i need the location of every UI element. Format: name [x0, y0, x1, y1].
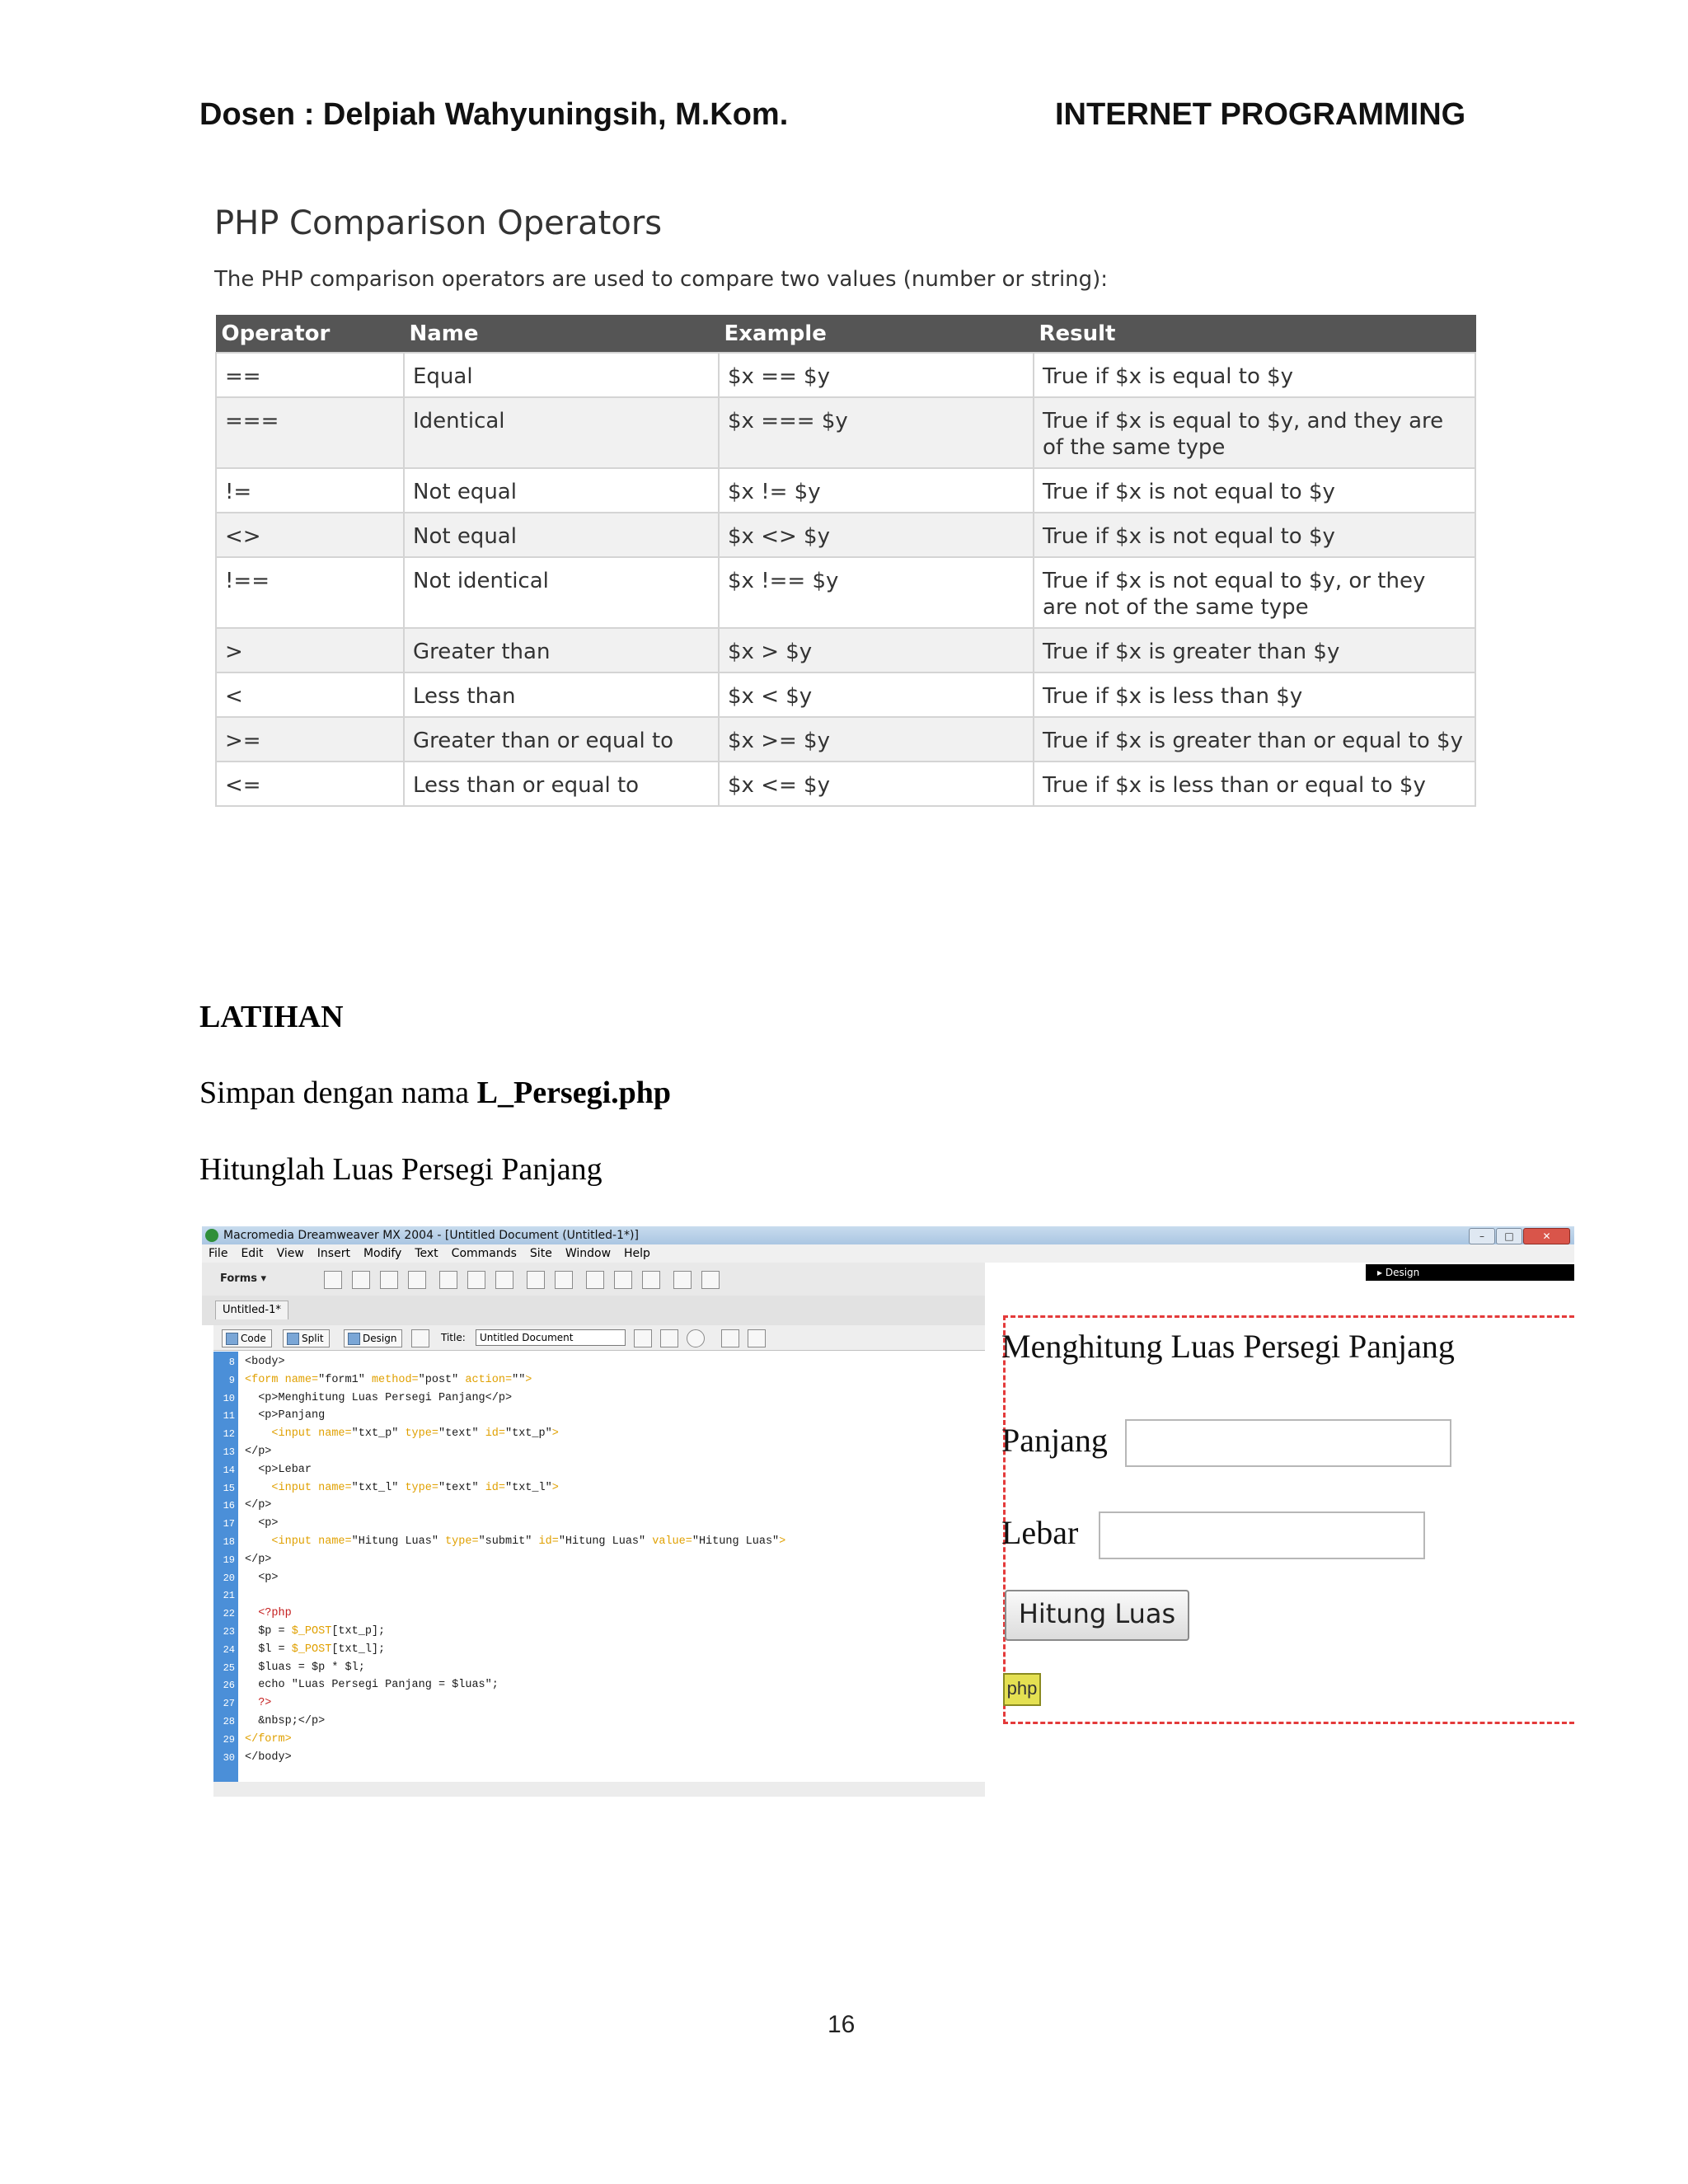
table-row — [216, 717, 1475, 762]
code-token: id= — [485, 1427, 505, 1441]
code-line — [213, 1371, 985, 1390]
simpan-filename: L_Persegi.php — [476, 1076, 672, 1110]
code-line — [213, 1479, 985, 1497]
table-cell: $x > $y — [719, 628, 1034, 673]
code-token: </p> — [245, 1446, 272, 1458]
code-token: "text" — [438, 1481, 485, 1494]
code-line — [213, 1353, 985, 1371]
code-token: ?> — [245, 1697, 272, 1710]
line-number: 14 — [223, 1464, 235, 1476]
table-cell: < — [216, 673, 404, 717]
table-cell: $x >= $y — [719, 717, 1034, 762]
table-cell: > — [216, 628, 404, 673]
line-number: 26 — [223, 1680, 235, 1692]
menu-bar — [202, 1244, 1574, 1263]
table-row — [216, 468, 1475, 513]
code-token: </p> — [245, 1499, 272, 1512]
code-text — [245, 1641, 385, 1659]
code-token: <p>Panjang — [245, 1409, 326, 1422]
design-heading: Menghitung Luas Persegi Panjang — [1001, 1328, 1455, 1365]
table-cell: True if $x is greater than $y — [1034, 628, 1475, 673]
menu-item-edit[interactable]: Edit — [241, 1247, 264, 1260]
code-line — [213, 1694, 985, 1713]
table-cell: != — [216, 468, 404, 513]
table-cell: Not equal — [404, 513, 719, 557]
code-token: $luas = $p * $l; — [245, 1661, 365, 1674]
code-token: > — [525, 1373, 532, 1386]
textfield-tool-icon[interactable] — [352, 1271, 370, 1289]
operators-table — [215, 315, 1476, 807]
code-token: method= — [371, 1373, 419, 1386]
code-token: > — [779, 1535, 786, 1548]
code-text — [245, 1731, 292, 1749]
line-number: 23 — [223, 1626, 235, 1638]
code-line — [213, 1533, 985, 1551]
simpan-text — [199, 1075, 671, 1111]
code-text — [245, 1353, 285, 1371]
code-token: [txt_l]; — [331, 1643, 386, 1656]
design-panel-header: ▸ Design — [1366, 1264, 1574, 1281]
code-text — [245, 1569, 279, 1587]
window-title: Macromedia Dreamweaver MX 2004 - [Untitled Document (Untitled-1*)] — [223, 1229, 639, 1242]
simpan-prefix: Simpan dengan nama — [199, 1076, 477, 1110]
line-number: 28 — [223, 1716, 235, 1727]
table-cell: Greater than — [404, 628, 719, 673]
table-cell: <= — [216, 762, 404, 806]
title-input[interactable]: Untitled Document — [476, 1329, 626, 1346]
code-line — [213, 1515, 985, 1533]
code-token: action= — [465, 1373, 513, 1386]
maximize-icon[interactable]: □ — [1496, 1228, 1522, 1244]
code-token: id= — [538, 1535, 559, 1548]
table-cell: True if $x is not equal to $y — [1034, 468, 1475, 513]
line-number: 27 — [223, 1698, 235, 1710]
line-number: 20 — [223, 1572, 235, 1584]
line-number: 15 — [223, 1482, 235, 1494]
document-toolbar — [213, 1325, 985, 1351]
image-field-icon[interactable] — [586, 1271, 604, 1289]
code-text — [245, 1551, 271, 1569]
split-view-button[interactable]: Split — [283, 1329, 330, 1347]
code-token: "form1" — [318, 1373, 372, 1386]
code-token: <?php — [245, 1607, 292, 1620]
code-token: type= — [445, 1535, 479, 1548]
file-field-icon[interactable] — [614, 1271, 632, 1289]
table-cell: Less than — [404, 673, 719, 717]
code-token: <p> — [245, 1517, 279, 1530]
code-token: name= — [284, 1373, 319, 1386]
checkbox-tool-icon[interactable] — [439, 1271, 457, 1289]
lebar-input[interactable] — [1099, 1511, 1425, 1559]
operators-description: The PHP comparison operators are used to compare two values (number or string): — [214, 267, 1109, 292]
hitung-luas-button[interactable]: Hitung Luas — [1005, 1590, 1189, 1641]
table-cell: $x == $y — [719, 353, 1034, 397]
table-cell: True if $x is equal to $y — [1034, 353, 1475, 397]
code-token: <p> — [245, 1571, 279, 1584]
code-view[interactable] — [213, 1352, 985, 1782]
design-view — [987, 1281, 1574, 1797]
code-token: "txt_l" — [505, 1481, 552, 1494]
code-token: <input — [245, 1481, 319, 1494]
code-token: "Hitung Luas" — [558, 1535, 653, 1548]
code-token: "txt_p" — [505, 1427, 552, 1441]
code-text — [245, 1713, 325, 1731]
latihan-heading: LATIHAN — [199, 1000, 344, 1034]
table-cell: $x <= $y — [719, 762, 1034, 806]
code-text — [245, 1676, 499, 1694]
line-number: 30 — [223, 1751, 235, 1764]
table-cell: == — [216, 353, 404, 397]
table-cell: Not identical — [404, 557, 719, 628]
code-token: &nbsp;</p> — [245, 1715, 326, 1727]
code-line — [213, 1605, 985, 1623]
forms-dropdown[interactable]: Forms ▾ — [220, 1272, 267, 1285]
line-number: 22 — [223, 1608, 235, 1620]
code-token: > — [551, 1427, 559, 1441]
column-header: Operator — [216, 316, 404, 354]
code-token: $p = — [245, 1625, 292, 1638]
code-line — [213, 1676, 985, 1694]
code-text — [245, 1443, 271, 1461]
code-token: "Hitung Luas" — [351, 1535, 446, 1548]
code-text — [245, 1623, 385, 1641]
operators-title: PHP Comparison Operators — [214, 204, 663, 242]
code-token: name= — [318, 1427, 352, 1441]
code-scrollbar[interactable] — [213, 1782, 985, 1797]
menu-item-file[interactable]: File — [209, 1247, 228, 1260]
document-tab[interactable]: Untitled-1* — [215, 1301, 288, 1319]
insert-toolbar — [202, 1263, 985, 1296]
view-options-icon[interactable] — [748, 1329, 766, 1347]
table-row — [216, 353, 1475, 397]
code-line — [213, 1551, 985, 1569]
line-number: 11 — [223, 1410, 235, 1422]
code-line — [213, 1461, 985, 1479]
list-menu-icon[interactable] — [527, 1271, 545, 1289]
code-token: </form> — [245, 1732, 292, 1746]
code-token: </body> — [245, 1750, 292, 1764]
document-tab-area — [202, 1296, 985, 1325]
table-cell: Equal — [404, 353, 719, 397]
table-cell: === — [216, 397, 404, 468]
code-token: "Hitung Luas" — [692, 1535, 780, 1548]
code-line — [213, 1407, 985, 1425]
design-view-button[interactable]: Design — [344, 1329, 402, 1347]
radio-group-icon[interactable] — [495, 1271, 513, 1289]
code-token: "" — [512, 1373, 526, 1386]
fieldset-tool-icon[interactable] — [701, 1271, 720, 1289]
code-line — [213, 1641, 985, 1659]
table-cell: <> — [216, 513, 404, 557]
course-header: INTERNET PROGRAMMING — [1055, 97, 1466, 132]
code-text — [245, 1371, 532, 1390]
code-token: name= — [318, 1535, 352, 1548]
code-text — [245, 1497, 271, 1515]
table-cell: True if $x is not equal to $y — [1034, 513, 1475, 557]
table-cell: True if $x is less than $y — [1034, 673, 1475, 717]
author-header: Dosen : Delpiah Wahyuningsih, M.Kom. — [199, 97, 789, 132]
code-token: $l = — [245, 1643, 292, 1656]
table-cell: $x <> $y — [719, 513, 1034, 557]
window-titlebar — [202, 1226, 1574, 1244]
table-cell: True if $x is greater than or equal to $y — [1034, 717, 1475, 762]
code-token: "txt_l" — [351, 1481, 406, 1494]
table-row — [216, 628, 1475, 673]
lebar-label: Lebar — [1001, 1514, 1079, 1551]
column-header: Name — [404, 316, 719, 354]
code-view-button[interactable]: Code — [222, 1329, 272, 1347]
table-cell: !== — [216, 557, 404, 628]
title-label: Title: — [441, 1332, 466, 1343]
code-text — [245, 1407, 325, 1425]
code-line — [213, 1569, 985, 1587]
menu-item-modify[interactable]: Modify — [363, 1247, 402, 1260]
line-number: 17 — [223, 1518, 235, 1530]
code-line — [213, 1390, 985, 1408]
code-token: <p>Lebar — [245, 1463, 312, 1476]
table-cell: Not equal — [404, 468, 719, 513]
column-header: Example — [719, 316, 1034, 354]
close-icon[interactable]: ✕ — [1523, 1228, 1570, 1244]
line-number: 29 — [223, 1733, 235, 1746]
page-number: 16 — [828, 2011, 856, 2038]
design-icon — [348, 1333, 360, 1345]
table-cell: True if $x is less than or equal to $y — [1034, 762, 1475, 806]
code-text — [245, 1390, 512, 1408]
table-cell: Less than or equal to — [404, 762, 719, 806]
code-line — [213, 1425, 985, 1443]
code-line — [213, 1623, 985, 1641]
menu-item-window[interactable]: Window — [565, 1247, 612, 1260]
table-cell: $x === $y — [719, 397, 1034, 468]
dreamweaver-window — [202, 1226, 1574, 1797]
menu-item-help[interactable]: Help — [624, 1247, 650, 1260]
instruction-text: Hitunglah Luas Persegi Panjang — [199, 1152, 603, 1187]
menu-item-view[interactable]: View — [276, 1247, 304, 1260]
form-tool-icon[interactable] — [324, 1271, 342, 1289]
code-token: > — [551, 1481, 559, 1494]
code-token: "text" — [438, 1427, 485, 1441]
panjang-input[interactable] — [1125, 1419, 1451, 1467]
code-token: id= — [485, 1481, 505, 1494]
line-number: 10 — [223, 1392, 235, 1404]
line-number: 25 — [223, 1661, 235, 1674]
code-token: type= — [405, 1427, 438, 1441]
table-cell: $x !== $y — [719, 557, 1034, 628]
code-text — [245, 1659, 365, 1677]
php-icon: php — [1003, 1673, 1041, 1706]
table-cell: True if $x is not equal to $y, or they are not of the same type — [1034, 557, 1475, 628]
code-line — [213, 1713, 985, 1731]
code-text — [245, 1533, 785, 1551]
code-token: <input — [245, 1535, 319, 1548]
table-cell: Greater than or equal to — [404, 717, 719, 762]
code-token: name= — [318, 1481, 352, 1494]
textarea-tool-icon[interactable] — [408, 1271, 426, 1289]
code-text — [245, 1515, 279, 1533]
code-token: <p>Menghitung Luas Persegi Panjang</p> — [245, 1391, 513, 1404]
code-token: echo "Luas Persegi Panjang = $luas"; — [245, 1679, 499, 1692]
code-token: <form — [245, 1373, 285, 1386]
code-token: "submit" — [478, 1535, 539, 1548]
code-icon — [226, 1333, 238, 1345]
code-line — [213, 1497, 985, 1515]
line-number: 19 — [223, 1554, 235, 1566]
code-token: <body> — [245, 1356, 285, 1368]
code-token: $_POST — [291, 1625, 332, 1638]
code-token: $_POST — [291, 1643, 332, 1656]
jump-menu-icon[interactable] — [555, 1271, 573, 1289]
hidden-field-icon[interactable] — [380, 1271, 398, 1289]
code-line — [213, 1731, 985, 1749]
column-header: Result — [1034, 316, 1475, 354]
code-line — [213, 1443, 985, 1461]
line-number: 16 — [223, 1500, 235, 1512]
table-cell: Identical — [404, 397, 719, 468]
file-management-icon[interactable] — [634, 1329, 652, 1347]
table-row — [216, 762, 1475, 806]
refresh-icon[interactable] — [721, 1329, 739, 1347]
line-number: 18 — [223, 1536, 235, 1548]
table-cell: True if $x is equal to $y, and they are of the same type — [1034, 397, 1475, 468]
line-number: 8 — [228, 1357, 235, 1368]
table-cell: >= — [216, 717, 404, 762]
dreamweaver-logo-icon — [205, 1229, 218, 1242]
live-data-icon[interactable] — [411, 1329, 429, 1347]
code-text — [245, 1694, 271, 1713]
menu-item-site[interactable]: Site — [529, 1247, 552, 1260]
line-number: 13 — [223, 1446, 235, 1458]
code-token: "post" — [418, 1373, 466, 1386]
code-token: type= — [405, 1481, 438, 1494]
button-tool-icon[interactable] — [642, 1271, 660, 1289]
radio-tool-icon[interactable] — [467, 1271, 485, 1289]
table-row — [216, 397, 1475, 468]
minimize-icon[interactable]: – — [1469, 1228, 1495, 1244]
line-number: 12 — [223, 1428, 235, 1441]
menu-item-commands[interactable]: Commands — [451, 1247, 517, 1260]
table-row — [216, 673, 1475, 717]
table-cell: $x != $y — [719, 468, 1034, 513]
line-number: 21 — [223, 1590, 235, 1602]
code-text — [245, 1605, 292, 1623]
menu-item-text[interactable]: Text — [415, 1247, 438, 1260]
code-line — [213, 1586, 985, 1605]
preview-icon[interactable] — [660, 1329, 678, 1347]
line-number: 24 — [223, 1643, 235, 1656]
code-text — [245, 1749, 292, 1767]
code-token: </p> — [245, 1553, 272, 1566]
menu-item-insert[interactable]: Insert — [316, 1247, 350, 1260]
code-line — [213, 1659, 985, 1677]
code-text — [245, 1479, 559, 1497]
browser-check-icon[interactable] — [687, 1329, 705, 1347]
code-token: value= — [652, 1535, 692, 1548]
code-text — [245, 1461, 312, 1479]
split-icon — [287, 1333, 299, 1345]
label-tool-icon[interactable] — [673, 1271, 692, 1289]
code-line — [213, 1749, 985, 1767]
code-text — [245, 1425, 559, 1443]
line-number: 9 — [228, 1374, 235, 1386]
table-row — [216, 513, 1475, 557]
table-cell: $x < $y — [719, 673, 1034, 717]
code-token: "txt_p" — [351, 1427, 406, 1441]
panjang-label: Panjang — [1001, 1422, 1108, 1459]
table-row — [216, 557, 1475, 628]
code-token: [txt_p]; — [331, 1625, 386, 1638]
code-token: <input — [245, 1427, 319, 1441]
